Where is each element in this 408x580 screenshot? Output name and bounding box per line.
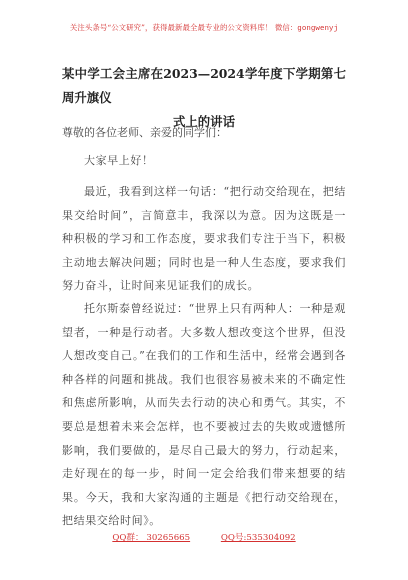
paragraph-2: 托尔斯泰曾经说过：“世界上只有两种人：一种是观望者，一种是行动者。大多数人想改变这个世界，但没人想改变自己。”在我们的工作和生活中，经常会遇到各种各样的问题和挑战。我们也很容易被未来的不确定性和焦虑所影响，从而失去行动的决心和勇气。其实，不要总是想着未来会怎样，也不要被过去的失败或遗憾所影响，我们要做的，是尽自己最大的努力，行动起来，走好现在的每一步，时间一定会给我们带来想要的结果。今天，我和大家沟通的主题是《把行动交给现在，把结果交给时间》。	[62, 302, 346, 528]
title-line-1: 某中学工会主席在2023—2024学年度下学期第七周升旗仪	[62, 66, 346, 105]
wechat-id: gongwenyj	[297, 25, 339, 33]
header-banner	[0, 22, 408, 33]
header-banner-text: 关注头条号“公文研究”，获得最新最全最专业的公文资料库！ 微信：	[69, 23, 298, 32]
paragraph-1: 最近，我看到这样一句话：“把行动交给现在，把结果交给时间”，言简意丰，我深以为意。因为这既是一种积极的学习和工作态度，要求我们专注于当下，积极主动地去解决问题；同时也是一种人生态度，要求我们努力奋斗，让时间来见证我们的成长。	[62, 185, 346, 293]
qq-group-number: QQ群： 30265665	[112, 533, 191, 543]
footer	[0, 531, 408, 543]
greeting: 大家早上好！	[84, 154, 154, 167]
title-line-2: 式上的讲话	[173, 114, 235, 129]
qq-number: QQ号:535304092	[220, 533, 296, 543]
salutation: 尊敬的各位老师、亲爱的同学们：	[62, 126, 227, 139]
